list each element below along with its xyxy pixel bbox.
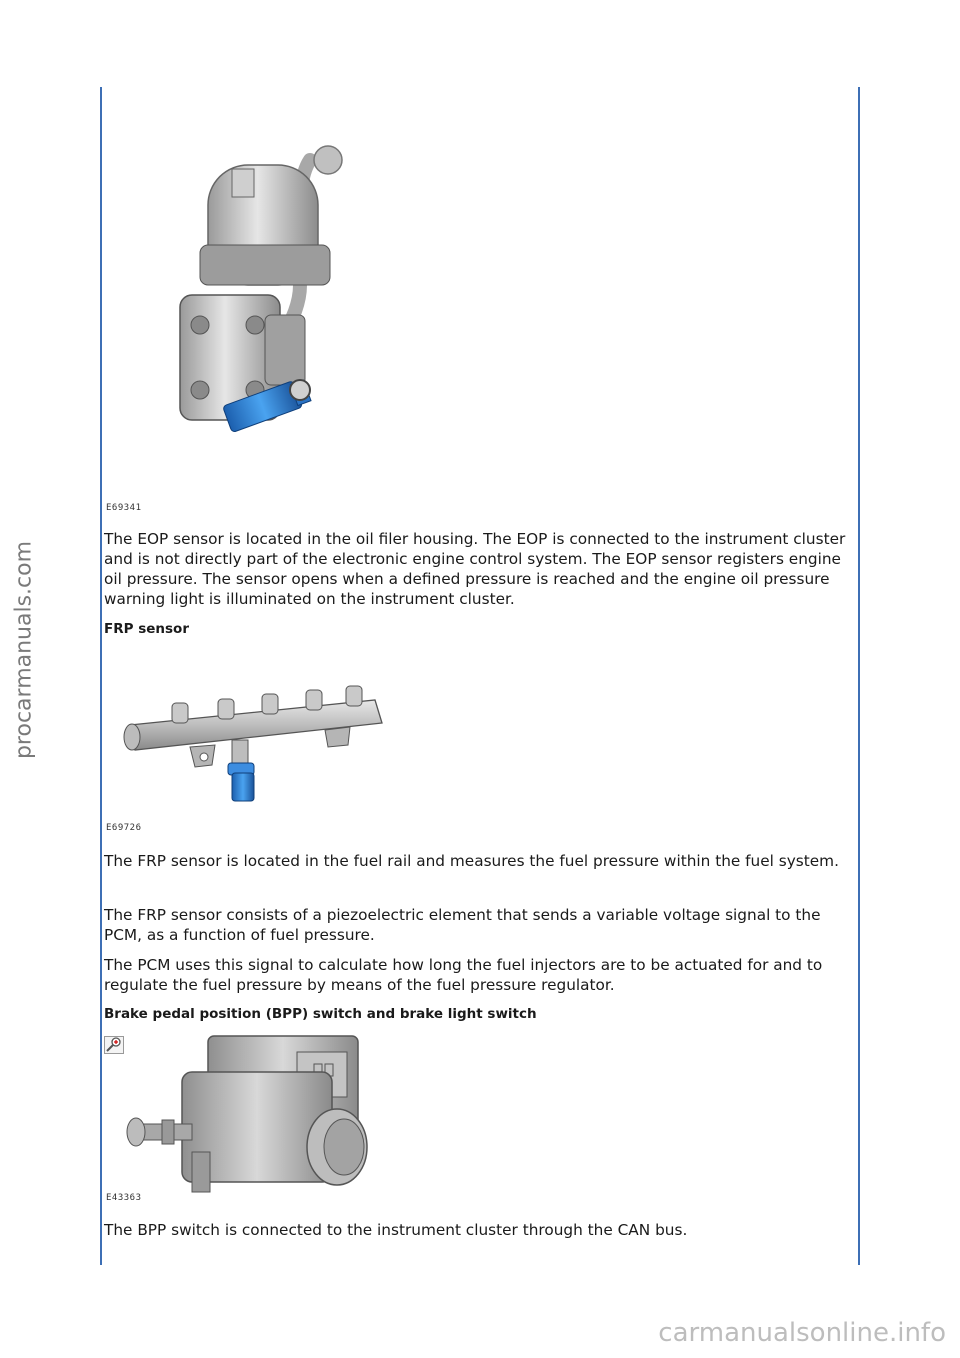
bpp-heading: Brake pedal position (BPP) switch and brake light switch <box>104 1006 537 1022</box>
figure-id: E69726 <box>106 823 142 833</box>
brake-switch-icon <box>122 1032 370 1194</box>
frp-paragraph-3: The PCM uses this signal to calculate how long the fuel injectors are to be actuated for and to regulate the fuel pressure by means of the fuel pressure regulator. <box>104 956 823 994</box>
eop-paragraph: The EOP sensor is located in the oil filer housing. The EOP is connected to the instrument cluster and is not directly part of the electronic engine control system. The EOP sensor registers engine oil pressure. The sensor opens when a defined pressure is reached and the engine oil pressure warning light is illuminated on the instrument cluster. <box>104 530 846 608</box>
frp-figure <box>120 685 390 805</box>
side-watermark: procarmanuals.com <box>11 540 37 760</box>
figure-id: E69341 <box>106 503 142 513</box>
bottom-watermark: carmanualsonline.info <box>658 1318 946 1348</box>
left-margin-rule <box>100 87 102 1265</box>
bpp-figure <box>122 1032 370 1194</box>
frp-paragraph-2: The FRP sensor consists of a piezoelectric element that sends a variable voltage signal to the PCM, as a function of fuel pressure. <box>104 906 821 944</box>
eop-figure <box>160 135 360 435</box>
oil-filter-housing-icon <box>160 135 360 435</box>
bpp-paragraph: The BPP switch is connected to the instrument cluster through the CAN bus. <box>104 1221 688 1239</box>
fuel-rail-icon <box>120 685 390 805</box>
frp-paragraph-1: The FRP sensor is located in the fuel rail and measures the fuel pressure within the fuel system. <box>104 852 839 870</box>
right-margin-rule <box>858 87 860 1265</box>
zoom-icon[interactable] <box>104 1036 124 1054</box>
figure-id: E43363 <box>106 1193 142 1203</box>
frp-heading: FRP sensor <box>104 621 189 637</box>
